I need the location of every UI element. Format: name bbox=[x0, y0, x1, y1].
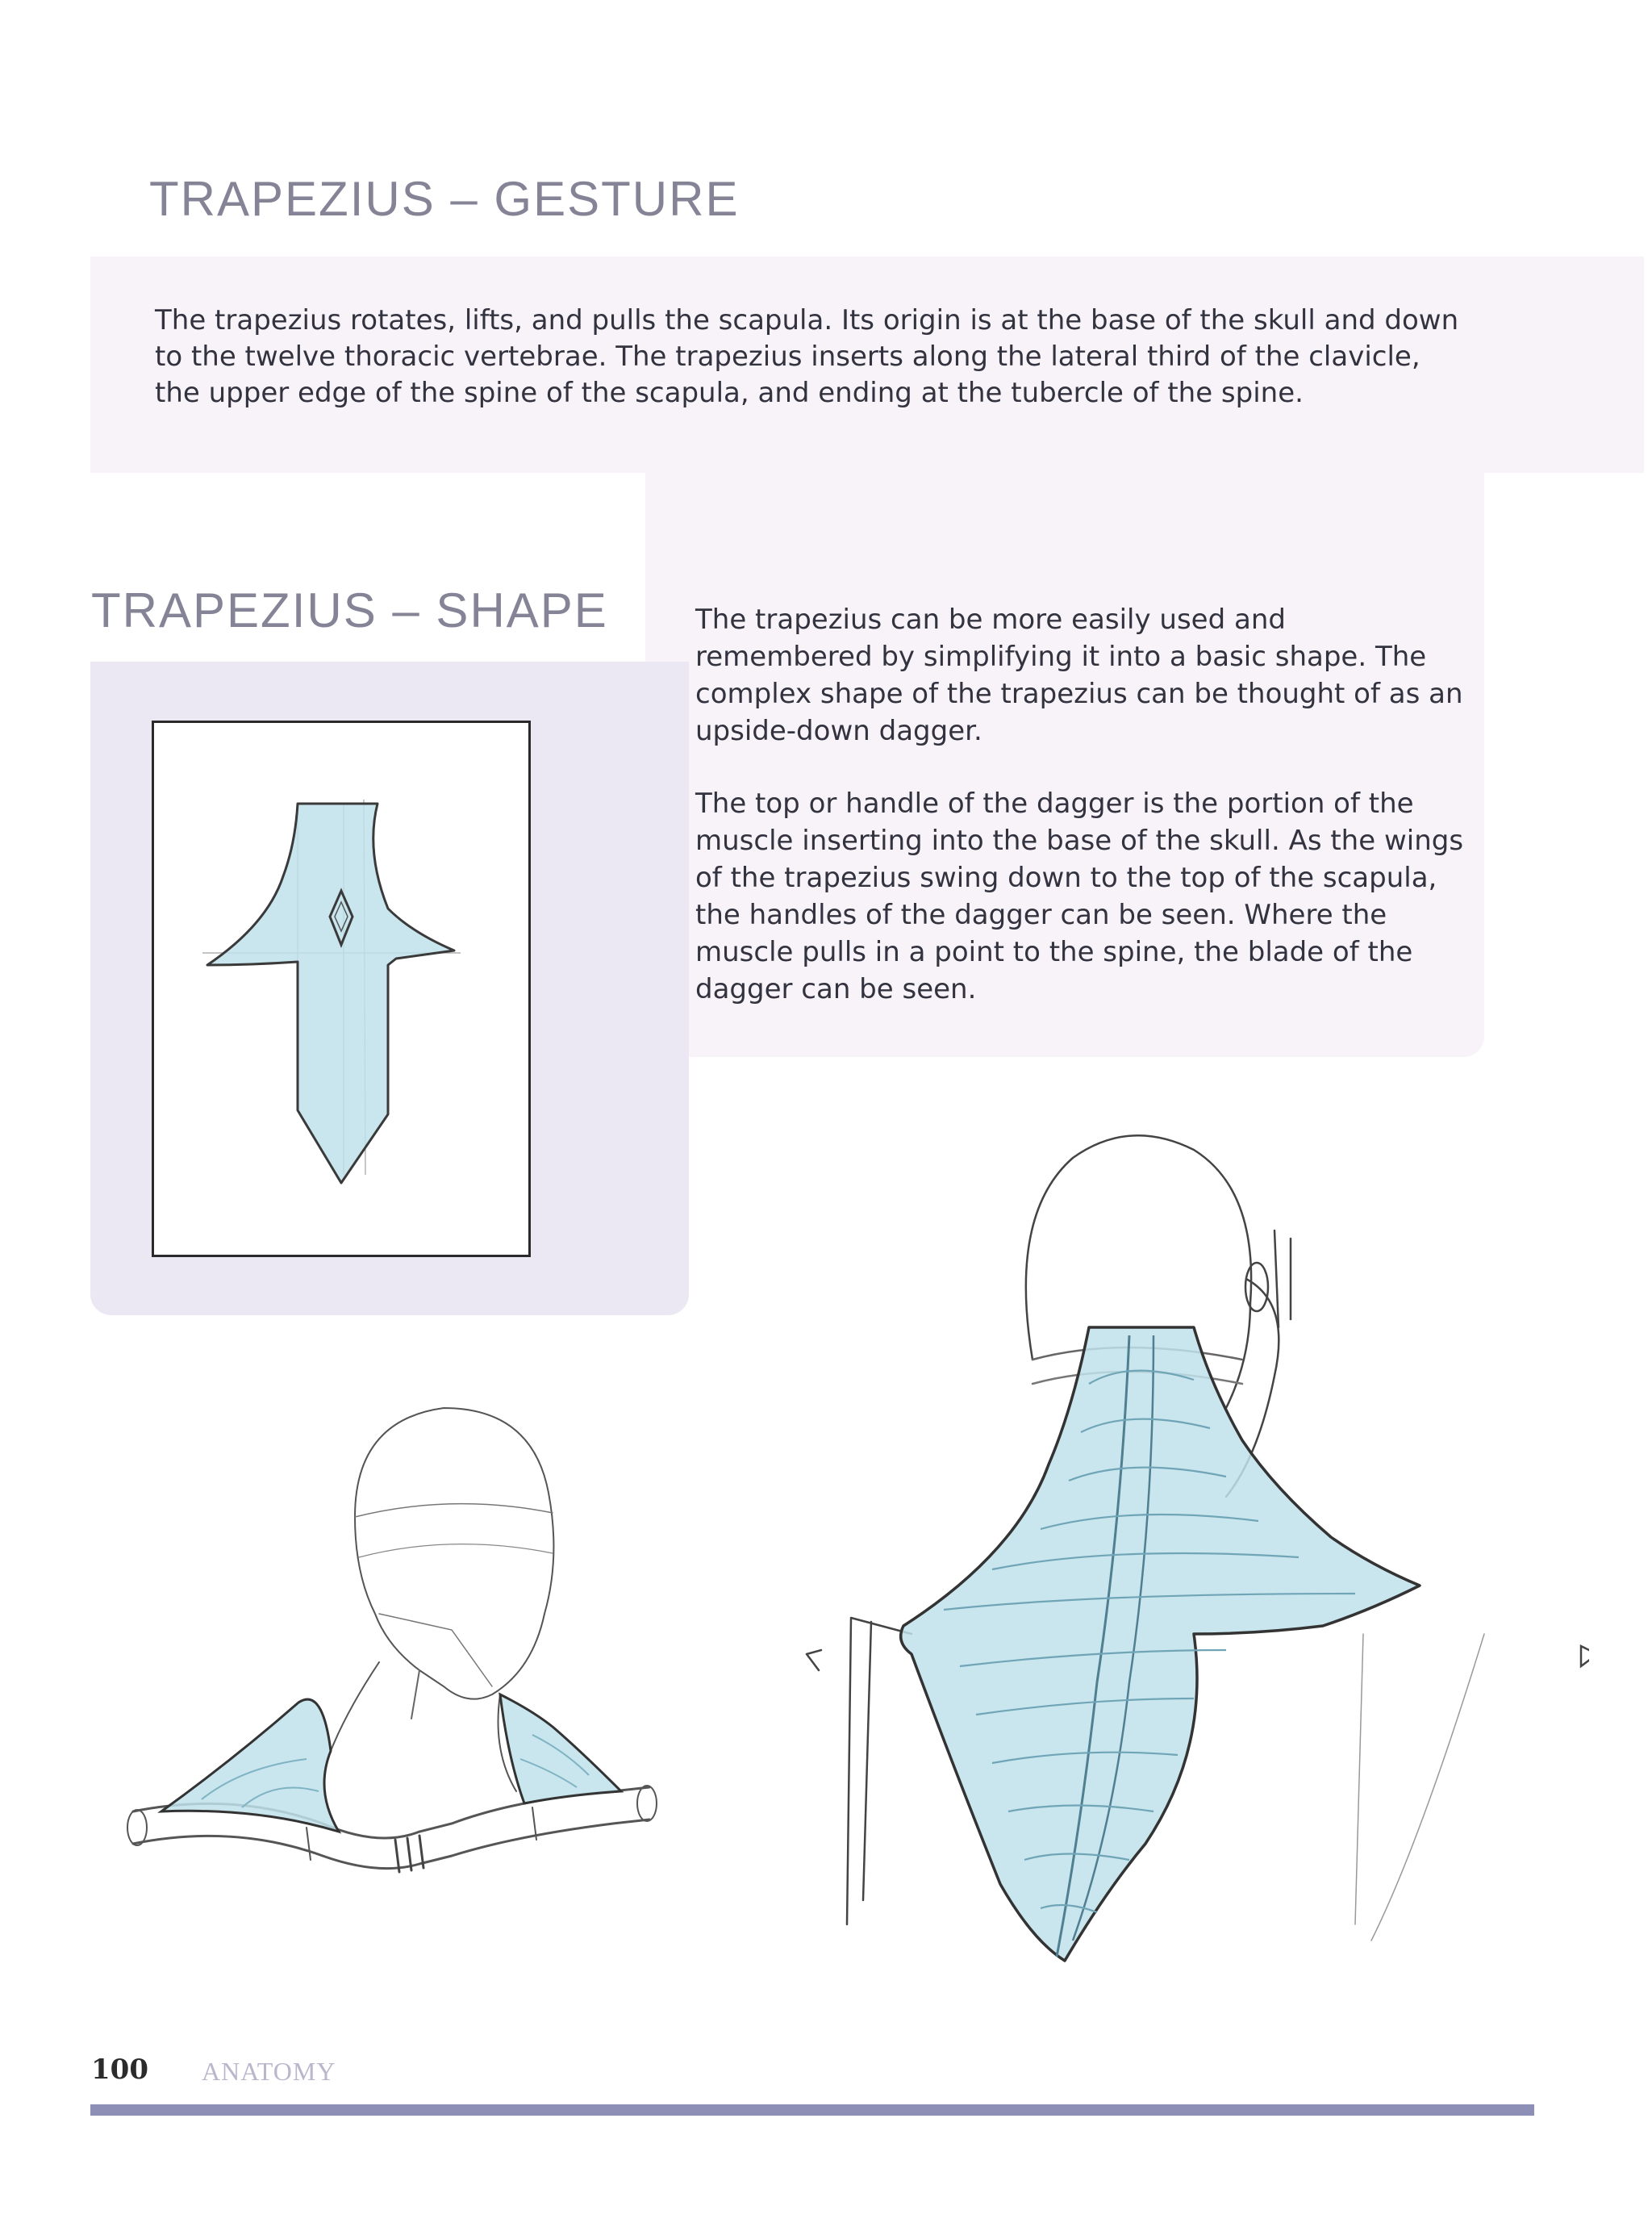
dagger-shape-sketch bbox=[154, 723, 528, 1255]
gesture-heading: TRAPEZIUS – GESTURE bbox=[149, 172, 740, 226]
shape-paragraph-2: The top or handle of the dagger is the portion of the muscle inserting into the base of the skull. As the wings of the trapezius swing down to the top of the scapula, the handles of the dagger can be seen. Where the muscle pulls in a point to the spine, the blade of the dagger can be seen. bbox=[695, 788, 1464, 1005]
footer-rule bbox=[90, 2104, 1534, 2116]
dagger-diagram-frame bbox=[152, 721, 531, 1257]
shape-paragraph-1: The trapezius can be more easily used and remembered by simplifying it into a basic shape. The complex shape of the trapezius can be thought of as an upside-down dagger. bbox=[695, 604, 1463, 747]
shape-heading: TRAPEZIUS – SHAPE bbox=[91, 583, 608, 637]
page-number: 100 bbox=[91, 2054, 148, 2086]
section-label: ANATOMY bbox=[202, 2057, 336, 2086]
gesture-paragraph: The trapezius rotates, lifts, and pulls the scapula. Its origin is at the base of the skull and down to the twelve thoracic vertebrae. The trapezius inserts along the lateral third of the clavicle, the upper edge of the spine of the scapula, and ending at the tubercle of the spine. bbox=[155, 304, 1459, 409]
head-shoulders-front-sketch bbox=[113, 1372, 710, 1904]
back-trapezius-sketch bbox=[774, 1118, 1589, 1973]
